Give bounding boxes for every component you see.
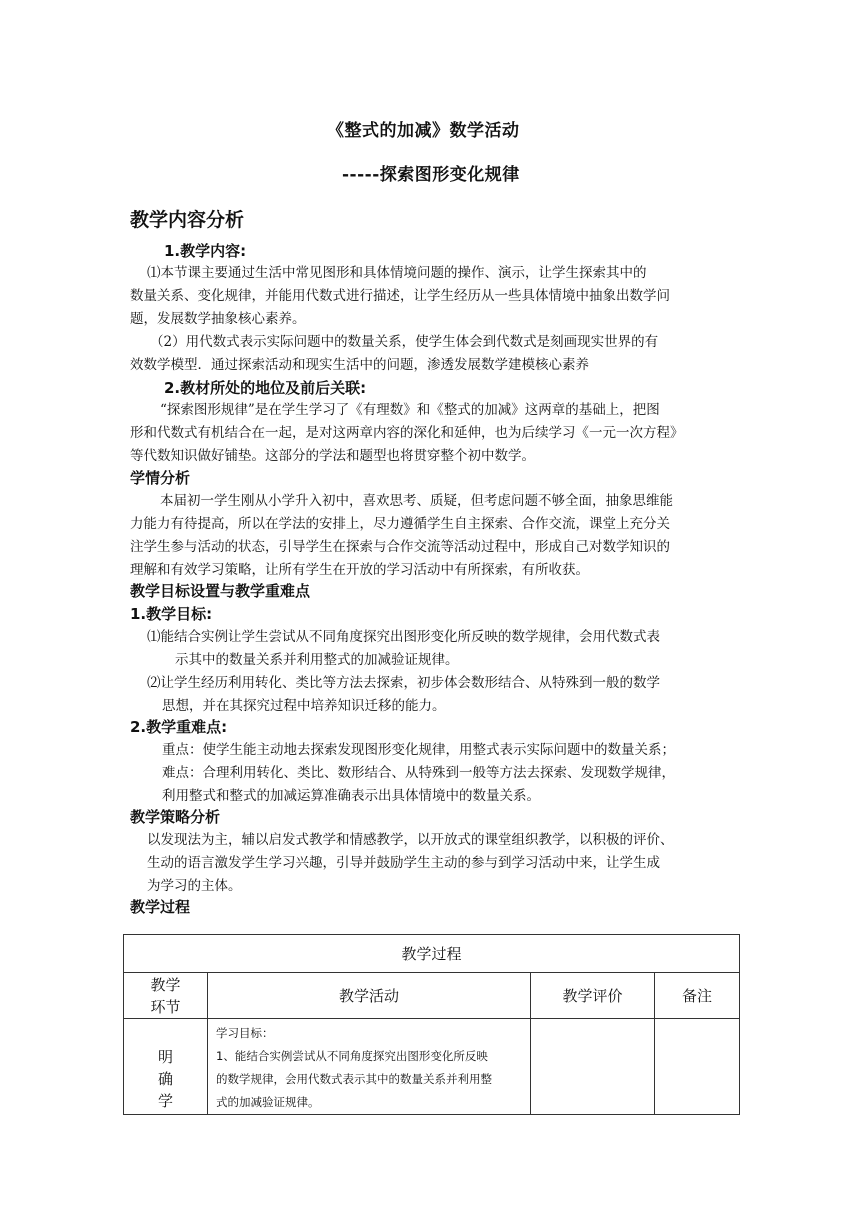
subheading-teaching-content: 1.教学内容: — [164, 242, 247, 260]
activity-line: 1、能结合实例尝试从不同角度探究出图形变化所反映 — [216, 1049, 488, 1063]
heading-student-analysis: 学情分析 — [130, 469, 191, 487]
header-notes: 备注 — [655, 973, 740, 1019]
paragraph-line: 注学生参与活动的状态，引导学生在探索与合作交流等活动过程中，形成自己对数学知识的 — [130, 539, 670, 555]
paragraph-line: 效数学模型．通过探索活动和现实生活中的问题，渗透发展数学建模核心素养 — [130, 357, 589, 373]
paragraph-line: （2）用代数式表示实际问题中的数量关系，使学生体会到代数式是刻画现实世界的有 — [150, 334, 659, 350]
goal-line: ⑵让学生经历利用转化、类比等方法去探索，初步体会数形结合、从特殊到一般的数学 — [147, 675, 660, 691]
goal-line: 示其中的数量关系并利用整式的加减验证规律。 — [175, 652, 459, 668]
document-subtitle: -----探索图形变化规律 — [342, 165, 520, 185]
key-point-line: 重点：使学生能主动地去探索发现图形变化规律，用整式表示实际问题中的数量关系； — [162, 742, 675, 758]
paragraph-line: “探索图形规律”是在学生学习了《有理数》和《整式的加减》这两章的基础上，把图 — [160, 402, 660, 418]
paragraph-line: 为学习的主体。 — [147, 878, 242, 894]
subheading-textbook-position: 2.教材所处的地位及前后关联: — [164, 379, 367, 397]
activity-cell — [208, 1019, 531, 1115]
paragraph-line: 力能力有待提高，所以在学法的安排上，尽力遵循学生自主探索、合作交流，课堂上充分关 — [130, 516, 670, 532]
paragraph-line: 理解和有效学习策略，让所有学生在开放的学习活动中有所探索，有所收获。 — [130, 562, 589, 578]
paragraph-line: 本届初一学生刚从小学升入初中，喜欢思考、质疑，但考虑问题不够全面，抽象思维能 — [160, 493, 673, 509]
table-title: 教学过程 — [124, 935, 740, 973]
heading-goals: 教学目标设置与教学重难点 — [130, 582, 311, 600]
subheading-teaching-goals: 1.教学目标: — [130, 605, 213, 623]
header-activity: 教学活动 — [208, 973, 531, 1019]
teaching-process-table — [123, 934, 740, 1115]
goal-line: 思想，并在其探究过程中培养知识迁移的能力。 — [162, 698, 446, 714]
paragraph-line: 生动的语言激发学生学习兴趣，引导并鼓励学生主动的参与到学习活动中来，让学生成 — [147, 855, 660, 871]
paragraph-line: 数量关系、变化规律，并能用代数式进行描述，让学生经历从一些具体情境中抽象出数学问 — [130, 288, 670, 304]
stage-char: 明 — [157, 1048, 173, 1066]
document-title: 《整式的加减》数学活动 — [327, 121, 520, 141]
heading-strategy: 教学策略分析 — [130, 808, 221, 826]
header-evaluation: 教学评价 — [531, 973, 655, 1019]
stage-char: 学 — [157, 1092, 173, 1110]
heading-content-analysis: 教学内容分析 — [130, 209, 245, 231]
heading-process: 教学过程 — [130, 898, 191, 916]
activity-line: 的数学规律，会用代数式表示其中的数量关系并利用整 — [216, 1072, 492, 1086]
subheading-key-difficult: 2.教学重难点: — [130, 718, 228, 736]
paragraph-line: 形和代数式有机结合在一起，是对这两章内容的深化和延伸，也为后续学习《一元一次方程》 — [130, 425, 684, 441]
activity-line: 式的加减验证规律。 — [216, 1095, 320, 1109]
activity-line: 学习目标： — [216, 1026, 274, 1040]
table-row — [124, 1019, 740, 1115]
header-stage-line: 教学 — [150, 975, 181, 994]
stage-char: 确 — [157, 1070, 173, 1088]
evaluation-cell — [531, 1019, 655, 1115]
notes-cell — [655, 1019, 740, 1115]
paragraph-line: 等代数知识做好铺垫。这部分的学法和题型也将贯穿整个初中数学。 — [130, 448, 535, 464]
difficult-point-line: 难点：合理利用转化、类比、数形结合、从特殊到一般等方法去探索、发现数学规律， — [162, 765, 675, 781]
difficult-point-line: 利用整式和整式的加减运算准确表示出具体情境中的数量关系。 — [162, 788, 540, 804]
header-stage-line: 环节 — [150, 997, 181, 1016]
paragraph-line: 以发现法为主，辅以启发式教学和情感教学，以开放式的课堂组织教学，以积极的评价、 — [147, 832, 674, 848]
header-stage — [124, 973, 208, 1019]
goal-line: ⑴能结合实例让学生尝试从不同角度探究出图形变化所反映的数学规律，会用代数式表 — [147, 629, 660, 645]
paragraph-line: ⑴本节课主要通过生活中常见图形和具体情境问题的操作、演示，让学生探索其中的 — [147, 265, 647, 281]
stage-cell — [124, 1019, 208, 1115]
paragraph-line: 题，发展数学抽象核心素养。 — [130, 311, 306, 327]
